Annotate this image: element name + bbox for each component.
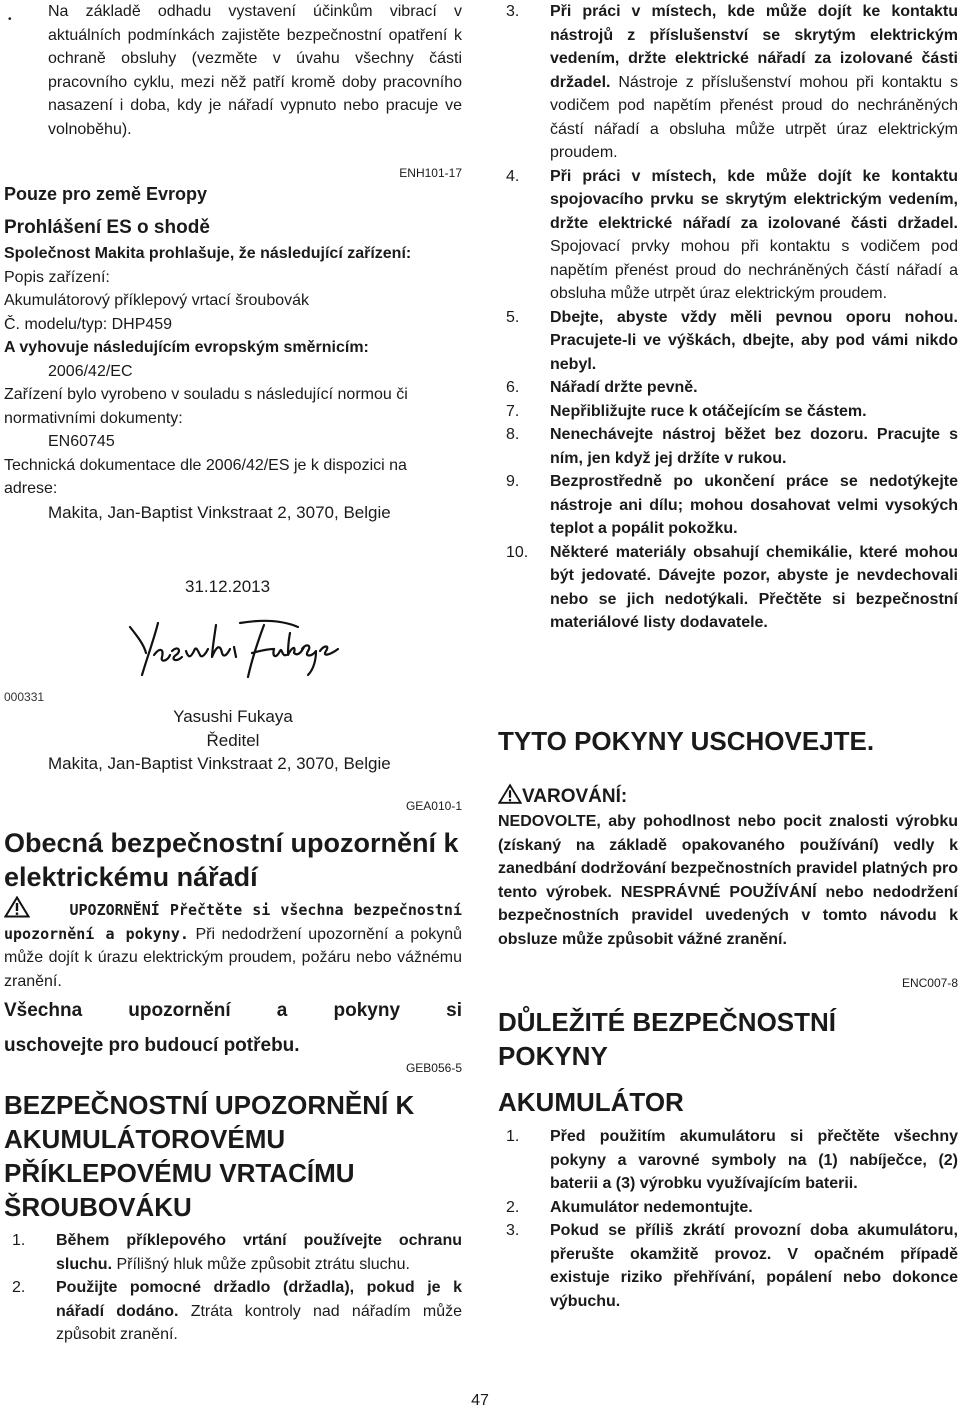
keep-line-1: Všechna upozornění a pokyny si <box>4 1000 462 1021</box>
vibration-bullet <box>4 0 462 141</box>
warning-title-row <box>498 783 627 811</box>
drill-safety-list <box>4 1229 462 1347</box>
list-item: 5. Dbejte, abyste vždy měli pevnou oporu nohou. Pracujete-li ve výškách, dbejte, aby pod vámi nikdo nebyl. <box>506 308 958 373</box>
warning-text: NEDOVOLTE, aby pohodlnost nebo pocit znalosti výrobku (získaný na základě opakovaného používání) vedly k zanedbání dodržování bezpečnostních pravidel platných pro tento výrobek. NESPRÁVNÉ POUŽÍVÁNÍ nebo nedodržení bezpečnostních pravidel uvedených v tomto návodu k obsluze může způsobit vážné zranění. <box>498 813 958 948</box>
list-item: 3. Při práci v místech, kde může dojít ke kontaktu nástrojů z příslušenství se skrytým elektrickým vedením, držte elektrické nářadí za izolované části držadel. Nástroje z příslušenství mohou při kontaktu s vodičem pod napětím přenést proud do nechráněných částí nářadí a obsluha může utrpět úraz elektrickým proudem. <box>506 3 958 161</box>
only-europe-heading: Pouze pro země Evropy <box>4 184 208 204</box>
list-item: 2. Použijte pomocné držadlo (držadla), pokud je k nářadí dodáno. Ztráta kontroly nad nářadím může způsobit zranění. <box>12 1279 462 1343</box>
drill-safety-heading: BEZPEČNOSTNÍ UPOZORNĚNÍ K AKUMULÁTOROVÉMU PŘÍKLEPOVÉMU VRTACÍMU ŠROUBOVÁKU <box>4 1090 415 1222</box>
code-gea010: GEA010-1 <box>405 799 462 813</box>
keep-line-2: uschovejte pro budoucí potřebu. <box>4 1035 300 1056</box>
address-1: Makita, Jan-Baptist Vinkstraat 2, 3070, Belgie <box>48 502 391 522</box>
warning-title: VAROVÁNÍ: <box>522 786 628 807</box>
signer-name: Yasushi Fukaya <box>173 707 293 726</box>
company-declares: Společnost Makita prohlašuje, že následující zařízení: <box>4 245 412 262</box>
declaration-block <box>4 242 462 524</box>
list-item: 1. Před použitím akumulátoru si přečtěte všechny pokyny a varovné symboly na (1) nabíječce, (2) baterii a (3) výrobku využívajícím baterii. <box>506 1128 958 1192</box>
list-item: 9. Bezprostředně po ukončení práce se nedotýkejte nástroje ani dílu; mohou dosahovat velmi vysokých teplot a popálit pokožku. <box>506 473 958 537</box>
description-value: Akumulátorový příklepový vrtací šroubovák <box>4 292 310 309</box>
model-number: Č. modelu/typ: DHP459 <box>4 315 173 333</box>
code-geb056: GEB056-5 <box>405 1061 462 1075</box>
signer-title: Ředitel <box>206 731 260 750</box>
list-item: 10. Některé materiály obsahují chemikálie, které mohou být jedovaté. Dávejte pozor, abyste je nevdechovali nebo se jich nedotýkali. Přečtěte si bezpečnostní materiálové listy dodavatele. <box>506 543 958 631</box>
side-code: 000331 <box>4 690 45 704</box>
drill-safety-list-continued <box>498 0 958 635</box>
standard-text: Zařízení bylo vyrobeno v souladu s následující normou či normativními dokumenty: <box>4 386 408 427</box>
battery-list <box>498 1125 958 1313</box>
list-item: 4. Při práci v místech, kde může dojít ke kontaktu spojovacího prvku se skrytým elektrickým vedením, držte elektrické nářadí za izolované části držadel. Spojovací prvky mohou při kontaktu s vodičem pod napětím přenést proud do nechráněných částí nářadí a obsluha může utrpět úraz elektrickým proudem. <box>506 167 958 302</box>
directives-label: A vyhovuje následujícím evropským směrnicím: <box>4 339 369 356</box>
signature-image <box>124 615 344 685</box>
list-item: 7. Nepřibližujte ruce k otáčejícím se částem. <box>506 402 867 420</box>
page-number: 47 <box>471 1392 489 1409</box>
general-safety-heading: Obecná bezpečnostní upozornění k elektrickému nářadí <box>4 828 459 892</box>
important-safety-heading: DŮLEŽITÉ BEZPEČNOSTNÍ POKYNY <box>498 1007 837 1071</box>
tech-doc-text: Technická dokumentace dle 2006/42/ES je k dispozici na adrese: <box>4 456 407 497</box>
keep-instructions-heading: TYTO POKYNY USCHOVEJTE. <box>498 726 875 756</box>
list-item: 2. Akumulátor nedemontujte. <box>506 1198 753 1216</box>
standard-value: EN60745 <box>48 433 115 450</box>
battery-heading: AKUMULÁTOR <box>498 1087 684 1117</box>
warning-normal: Při nedodržení upozornění a pokynů může dojít k úrazu elektrickým proudem, požáru nebo vážnému zranění. <box>4 925 462 990</box>
bullet-text: Na základě odhadu vystavení účinkům vibrací v aktuálních podmínkách zajistěte bezpečnostní opatření k ochraně obsluhy (vezměte v úvahu všechny části pracovního cyklu, mezi něž patří kromě doby pracovního nasazení i doba, kdy je nářadí vypnuto nebo pracuje ve volnoběhu). <box>48 3 462 138</box>
list-item: 3. Pokud se příliš zkrátí provozní doba akumulátoru, přerušte okamžitě provoz. V opačném případě existuje riziko přehřívání, popálení nebo dokonce výbuchu. <box>506 1222 958 1310</box>
code-enh101: ENH101-17 <box>399 166 462 180</box>
warning-triangle-icon <box>4 896 30 918</box>
declaration-title: Prohlášení ES o shodě <box>4 217 210 238</box>
declaration-date: 31.12.2013 <box>185 577 271 596</box>
directive-value: 2006/42/EC <box>48 362 133 380</box>
general-warning-block <box>4 896 462 993</box>
list-item: 1. Během příklepového vrtání používejte ochranu sluchu. Přílišný hluk může způsobit ztrátu sluchu. <box>12 1232 462 1273</box>
description-label: Popis zařízení: <box>4 268 110 286</box>
warning-bold: UPOZORNĚNÍ Přečtěte si všechna bezpečnostní upozornění a pokyny. <box>4 901 462 943</box>
code-enc007: ENC007-8 <box>901 976 958 990</box>
warning-triangle-icon <box>498 783 522 805</box>
bullet-dot: • <box>8 14 12 25</box>
list-item: 6. Nářadí držte pevně. <box>506 379 698 396</box>
address-2: Makita, Jan-Baptist Vinkstraat 2, 3070, Belgie <box>48 754 391 773</box>
list-item: 8. Nenechávejte nástroj běžet bez dozoru. Pracujte s ním, jen když jej držíte v rukou. <box>506 426 958 467</box>
